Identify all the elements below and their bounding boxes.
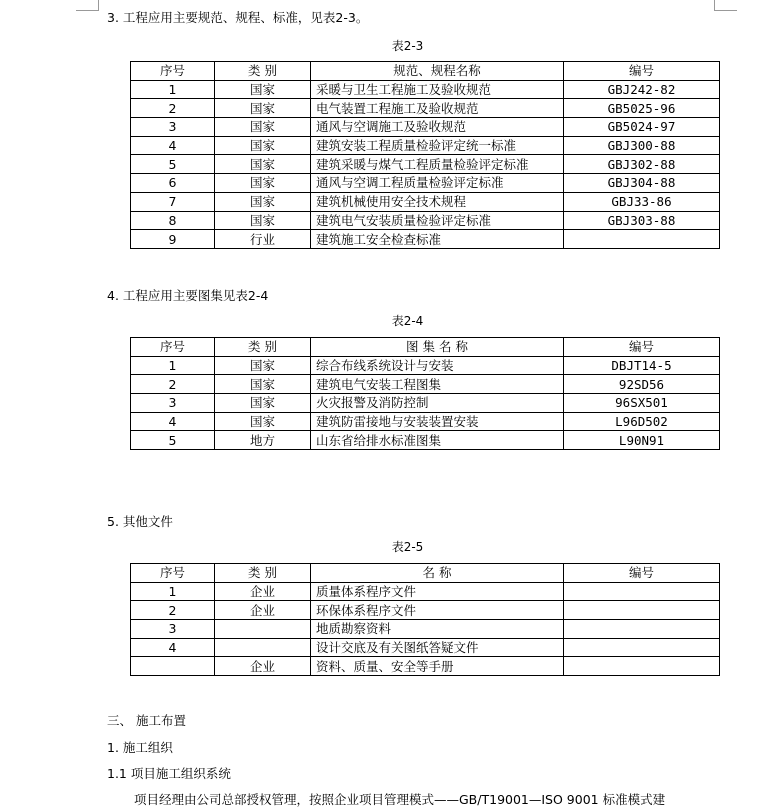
table-header-cell: 序号 bbox=[131, 62, 215, 81]
table-cell: 建筑电气安装工程图集 bbox=[311, 375, 564, 394]
table-cell: 国家 bbox=[215, 412, 311, 431]
section-1-heading: 1. 施工组织 bbox=[107, 740, 173, 755]
table-row bbox=[131, 192, 720, 211]
table-cell: 9 bbox=[131, 230, 215, 249]
table-header-cell: 类 别 bbox=[215, 338, 311, 357]
table-cell: 3 bbox=[131, 394, 215, 413]
table-cell bbox=[215, 620, 311, 639]
table-cell: 国家 bbox=[215, 356, 311, 375]
table-header-cell: 编号 bbox=[564, 62, 720, 81]
table-row bbox=[131, 136, 720, 155]
table-header-cell: 图 集 名 称 bbox=[311, 338, 564, 357]
table-2-5-caption: 表2-5 bbox=[391, 540, 424, 554]
table-cell bbox=[564, 657, 720, 676]
table-cell: 1 bbox=[131, 582, 215, 601]
table-header-cell: 编号 bbox=[564, 564, 720, 583]
table-cell: 综合布线系统设计与安装 bbox=[311, 356, 564, 375]
table-cell: 国家 bbox=[215, 118, 311, 137]
table-cell: 2 bbox=[131, 375, 215, 394]
table-header-row bbox=[131, 62, 720, 81]
table-2-5 bbox=[130, 563, 720, 676]
table-cell: 1 bbox=[131, 356, 215, 375]
table-row bbox=[131, 412, 720, 431]
table-2-3 bbox=[130, 61, 720, 249]
table-cell: 6 bbox=[131, 174, 215, 193]
table-cell: 建筑机械使用安全技术规程 bbox=[311, 192, 564, 211]
table-row bbox=[131, 431, 720, 450]
table-cell: 环保体系程序文件 bbox=[311, 601, 564, 620]
table-row bbox=[131, 356, 720, 375]
table-cell: GBJ304-88 bbox=[564, 174, 720, 193]
table-cell: 7 bbox=[131, 192, 215, 211]
table-cell: 建筑安装工程质量检验评定统一标准 bbox=[311, 136, 564, 155]
table-cell: 电气装置工程施工及验收规范 bbox=[311, 99, 564, 118]
table-cell: 4 bbox=[131, 638, 215, 657]
table-cell: 企业 bbox=[215, 601, 311, 620]
table-cell: 建筑施工安全检查标准 bbox=[311, 230, 564, 249]
table-cell: 建筑防雷接地与安装装置安装 bbox=[311, 412, 564, 431]
table-cell: GBJ300-88 bbox=[564, 136, 720, 155]
table-cell: 3 bbox=[131, 118, 215, 137]
table-cell: 5 bbox=[131, 431, 215, 450]
table-cell: 国家 bbox=[215, 99, 311, 118]
table-header-cell: 规范、规程名称 bbox=[311, 62, 564, 81]
table-cell: 山东省给排水标准图集 bbox=[311, 431, 564, 450]
table-header-cell: 序号 bbox=[131, 564, 215, 583]
table-cell: 国家 bbox=[215, 211, 311, 230]
table-header-cell: 编号 bbox=[564, 338, 720, 357]
table-cell: 国家 bbox=[215, 174, 311, 193]
section-1-1-heading: 1.1 项目施工组织系统 bbox=[107, 766, 231, 781]
table-row bbox=[131, 375, 720, 394]
table-cell: GBJ33-86 bbox=[564, 192, 720, 211]
section-3-heading: 3. 工程应用主要规范、规程、标准，见表2-3。 bbox=[107, 10, 369, 25]
table-cell: 4 bbox=[131, 412, 215, 431]
table-2-3-caption: 表2-3 bbox=[391, 39, 424, 53]
table-cell: 质量体系程序文件 bbox=[311, 582, 564, 601]
page-margin-marker-left bbox=[76, 0, 99, 11]
table-cell: 设计交底及有关图纸答疑文件 bbox=[311, 638, 564, 657]
table-cell: GB5025-96 bbox=[564, 99, 720, 118]
table-row bbox=[131, 230, 720, 249]
table-cell: 通风与空调工程质量检验评定标准 bbox=[311, 174, 564, 193]
table-row bbox=[131, 582, 720, 601]
table-cell: 96SX501 bbox=[564, 394, 720, 413]
table-cell bbox=[215, 638, 311, 657]
table-cell: 建筑采暖与煤气工程质量检验评定标准 bbox=[311, 155, 564, 174]
table-cell: L90N91 bbox=[564, 431, 720, 450]
table-cell: 5 bbox=[131, 155, 215, 174]
table-cell: 国家 bbox=[215, 192, 311, 211]
chapter-3-heading: 三、 施工布置 bbox=[107, 713, 186, 728]
table-cell bbox=[564, 620, 720, 639]
table-cell: DBJT14-5 bbox=[564, 356, 720, 375]
table-cell: 92SD56 bbox=[564, 375, 720, 394]
section-5-heading: 5. 其他文件 bbox=[107, 514, 173, 529]
table-cell: 1 bbox=[131, 80, 215, 99]
table-row bbox=[131, 601, 720, 620]
table-cell: 地质勘察资料 bbox=[311, 620, 564, 639]
table-cell bbox=[131, 657, 215, 676]
table-cell: 国家 bbox=[215, 80, 311, 99]
table-header-cell: 序号 bbox=[131, 338, 215, 357]
table-row bbox=[131, 620, 720, 639]
table-cell bbox=[564, 601, 720, 620]
table-cell bbox=[564, 582, 720, 601]
table-2-4 bbox=[130, 337, 720, 450]
table-header-row bbox=[131, 564, 720, 583]
section-4-heading: 4. 工程应用主要图集见表2-4 bbox=[107, 288, 269, 303]
table-row bbox=[131, 174, 720, 193]
table-cell: GB5024-97 bbox=[564, 118, 720, 137]
table-cell: 2 bbox=[131, 601, 215, 620]
body-paragraph: 项目经理由公司总部授权管理，按照企业项目管理模式——GB/T19001—ISO 9001 标准模式建 bbox=[134, 792, 666, 807]
table-cell: 采暖与卫生工程施工及验收规范 bbox=[311, 80, 564, 99]
table-cell: 4 bbox=[131, 136, 215, 155]
table-row bbox=[131, 80, 720, 99]
table-2-4-caption: 表2-4 bbox=[391, 314, 424, 328]
table-cell: 国家 bbox=[215, 375, 311, 394]
table-cell: 地方 bbox=[215, 431, 311, 450]
table-cell: 8 bbox=[131, 211, 215, 230]
table-cell: L96D502 bbox=[564, 412, 720, 431]
table-header-cell: 名 称 bbox=[311, 564, 564, 583]
table-row bbox=[131, 394, 720, 413]
table-row bbox=[131, 638, 720, 657]
table-header-row bbox=[131, 338, 720, 357]
table-header-cell: 类 别 bbox=[215, 62, 311, 81]
table-cell: 企业 bbox=[215, 657, 311, 676]
table-cell: 火灾报警及消防控制 bbox=[311, 394, 564, 413]
table-row bbox=[131, 99, 720, 118]
table-row bbox=[131, 118, 720, 137]
table-cell: 2 bbox=[131, 99, 215, 118]
table-cell: 国家 bbox=[215, 394, 311, 413]
table-cell bbox=[564, 638, 720, 657]
table-cell: GBJ242-82 bbox=[564, 80, 720, 99]
table-cell: 行业 bbox=[215, 230, 311, 249]
table-cell: 通风与空调施工及验收规范 bbox=[311, 118, 564, 137]
table-cell: 国家 bbox=[215, 155, 311, 174]
page-margin-marker-right bbox=[714, 0, 737, 11]
table-row bbox=[131, 155, 720, 174]
table-cell: 3 bbox=[131, 620, 215, 639]
table-cell: 国家 bbox=[215, 136, 311, 155]
table-cell: 建筑电气安装质量检验评定标准 bbox=[311, 211, 564, 230]
table-row bbox=[131, 657, 720, 676]
table-cell bbox=[564, 230, 720, 249]
table-header-cell: 类 别 bbox=[215, 564, 311, 583]
table-cell: 资料、质量、安全等手册 bbox=[311, 657, 564, 676]
table-cell: GBJ303-88 bbox=[564, 211, 720, 230]
table-row bbox=[131, 211, 720, 230]
table-cell: 企业 bbox=[215, 582, 311, 601]
table-cell: GBJ302-88 bbox=[564, 155, 720, 174]
